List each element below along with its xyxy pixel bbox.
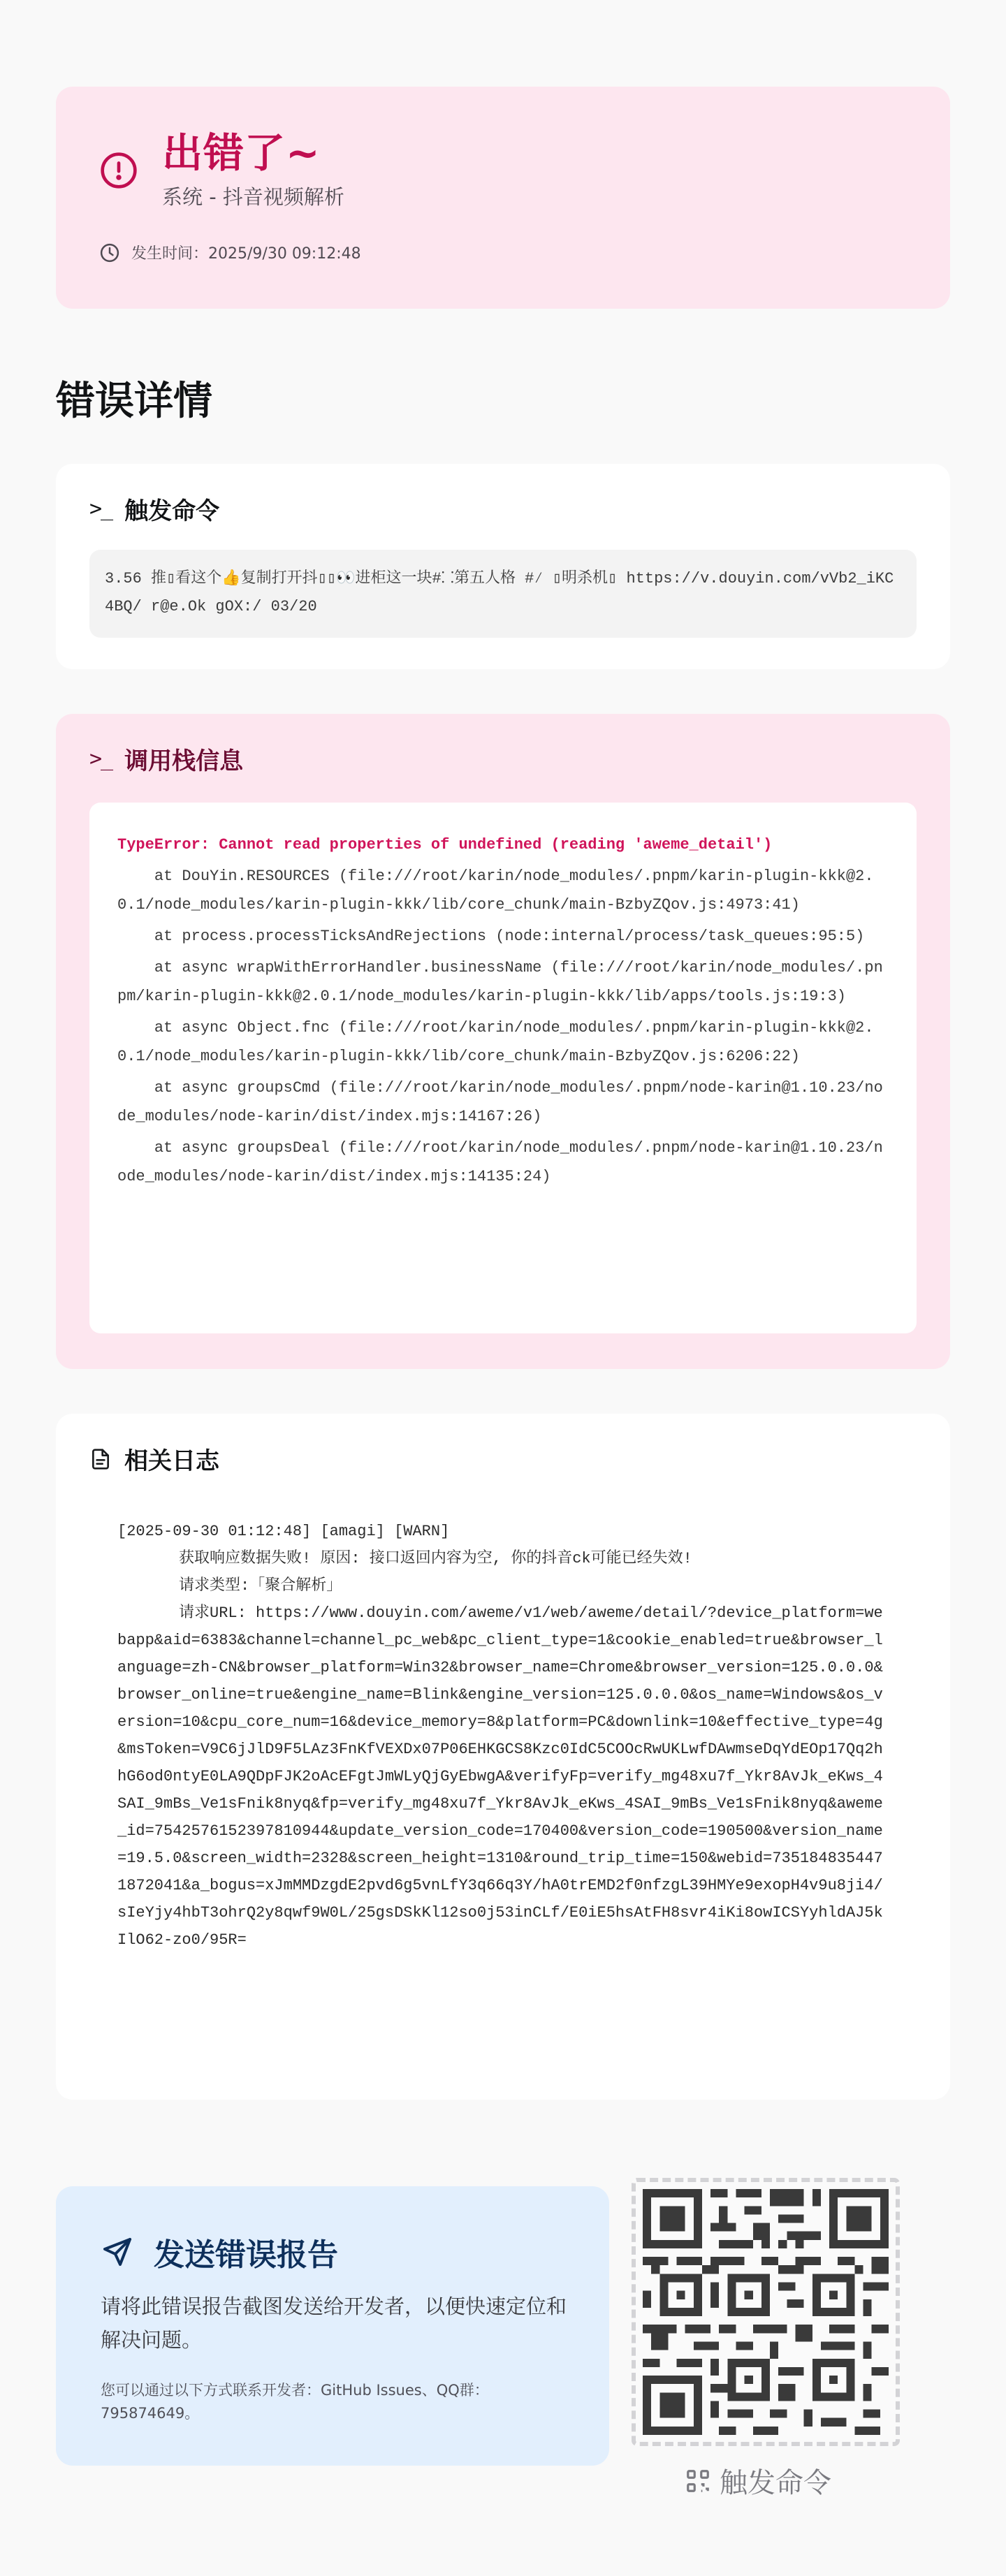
stack-trace-card <box>56 714 950 1369</box>
contact-note: 您可以通过以下方式联系开发者：GitHub Issues、QQ群：795874649。 <box>101 2382 489 2422</box>
error-message: TypeError: Cannot read properties of undefined (reading 'aweme_detail') <box>117 836 773 854</box>
send-report-card <box>56 2186 609 2466</box>
stack-card-title: 调用栈信息 <box>124 747 244 775</box>
log-content[interactable] <box>89 1518 917 1954</box>
time-label: 发生时间： <box>131 245 209 263</box>
log-header-line: [2025-09-30 01:12:48] [amagi] [WARN] <box>117 1523 450 1540</box>
logs-card-title: 相关日志 <box>124 1447 219 1475</box>
terminal-prompt-icon: >_ <box>89 747 112 771</box>
stack-frame: at process.processTicksAndRejections (node:internal/process/task_queues:95:5) <box>117 928 865 945</box>
stack-frame: at async groupsDeal (file:///root/karin/node_modules/.pnpm/node-karin@1.10.23/node_modules/node-karin/dist/index.mjs:14135:24) <box>117 1139 883 1185</box>
log-line-url: 请求URL: https://www.douyin.com/aweme/v1/web/aweme/detail/?device_platform=webapp&aid=6383&channel=channel_pc_web&pc_client_type=1&cookie_enabled=true&browser_language=zh-CN&browser_platform=Win32&browser_name=Chrome&browser_version=125.0.0.0&browser_online=true&engine_name=Blink&engine_version=125.0.0.0&os_name=Windows&os_version=10&cpu_core_num=16&device_memory=8&platform=PC&downlink=10&effective_type=4g&msToken=V9C6jJlD9F5LAz3FnKfVEXDx07P06EHKGCS8Kzc0IdC5COOcRwUKLwfDAwmseDqYdEOp17Qq2hhG6od0ntyE0LA9QDpFJK2oAcEFgtJmWLyQjGyEbwgA&verifyFp=verify_mg48xu7f_Ykr8AvJk_eKws_4SAI_9mBs_Ve1sFnik8nyq&fp=verify_mg48xu7f_Ykr8AvJk_eKws_4SAI_9mBs_Ve1sFnik8nyq&aweme_id=7542576152397810944&update_version_code=170400&version_code=190500&version_name=19.5.0&screen_width=2328&screen_height=1310&round_trip_time=150&webid=7351848354471872041&a_bogus=xJmMMDzgdE2pvd6g5vnLfY3q66q3Y/hA0trEMD2f0nfzgL39HMYe9exopH4v9u8ji4/sIeYjy4hbT3ohrQ2y8qwf9W0L/25gsDSkKl12so0j53inCLf/E0iE5hsAtFH8svr4iKi8owICSYyhldAJ5kIlO62-zo0/95R= <box>117 1604 883 1949</box>
log-line: 请求类型:「聚合解析」 <box>179 1577 342 1595</box>
clock-icon <box>99 242 120 263</box>
related-logs-card <box>56 1414 950 2100</box>
stack-frame: at async Object.fnc (file:///root/karin/node_modules/.pnpm/karin-plugin-kkk@2.0.1/node_modules/karin-plugin-kkk/lib/core_chunk/main-BzbyZQov.js:6206:22) <box>117 1019 874 1065</box>
report-title: 发送错误报告 <box>154 2237 338 2273</box>
qr-code-icon <box>685 2468 711 2494</box>
error-subtitle: 系统 - 抖音视频解析 <box>162 185 344 209</box>
command-text[interactable]: 3.56 推▯看这个👍复制打开抖▯▯👀进柜这一块#⸬第五人格 #⁄ ▯明杀机▯ https://v.douyin.com/vVb2_iKC4BQ/ r@e.Ok gOX:/ 03/20 <box>89 550 917 638</box>
report-text: 请将此错误报告截图发送给开发者，以便快速定位和解决问题。 <box>101 2295 567 2352</box>
terminal-prompt-icon: >_ <box>89 497 112 521</box>
qr-caption-text: 触发命令 <box>720 2467 831 2499</box>
error-header-card <box>56 87 950 309</box>
alert-circle-icon <box>99 151 138 190</box>
time-value: 2025/9/30 09:12:48 <box>208 245 361 263</box>
qr-code <box>632 2178 900 2446</box>
stack-frame: at async groupsCmd (file:///root/karin/node_modules/.pnpm/node-karin@1.10.23/node_modules/node-karin/dist/index.mjs:14167:26) <box>117 1079 883 1125</box>
file-text-icon <box>89 1448 112 1470</box>
report-footer <box>56 2186 950 2499</box>
qr-caption <box>685 2461 831 2501</box>
stack-frame: at async wrapWithErrorHandler.businessName (file:///root/karin/node_modules/.pnpm/karin-plugin-kkk@2.0.1/node_modules/karin-plugin-kkk/lib/apps/tools.js:19:3) <box>117 959 883 1005</box>
stack-frame: at DouYin.RESOURCES (file:///root/karin/node_modules/.pnpm/karin-plugin-kkk@2.0.1/node_modules/karin-plugin-kkk/lib/core_chunk/main-BzbyZQov.js:4973:41) <box>117 868 874 914</box>
command-card-title: 触发命令 <box>124 497 220 525</box>
trigger-command-card <box>56 464 950 669</box>
details-section-title: 错误详情 <box>56 379 212 424</box>
occurred-time <box>99 242 361 263</box>
stack-trace-box[interactable] <box>89 803 917 1333</box>
send-icon <box>101 2235 134 2269</box>
error-title: 出错了~ <box>162 129 321 177</box>
log-line: 获取响应数据失败! 原因: 接口返回内容为空, 你的抖音ck可能已经失效! <box>179 1550 692 1567</box>
qr-code-image <box>643 2189 889 2435</box>
